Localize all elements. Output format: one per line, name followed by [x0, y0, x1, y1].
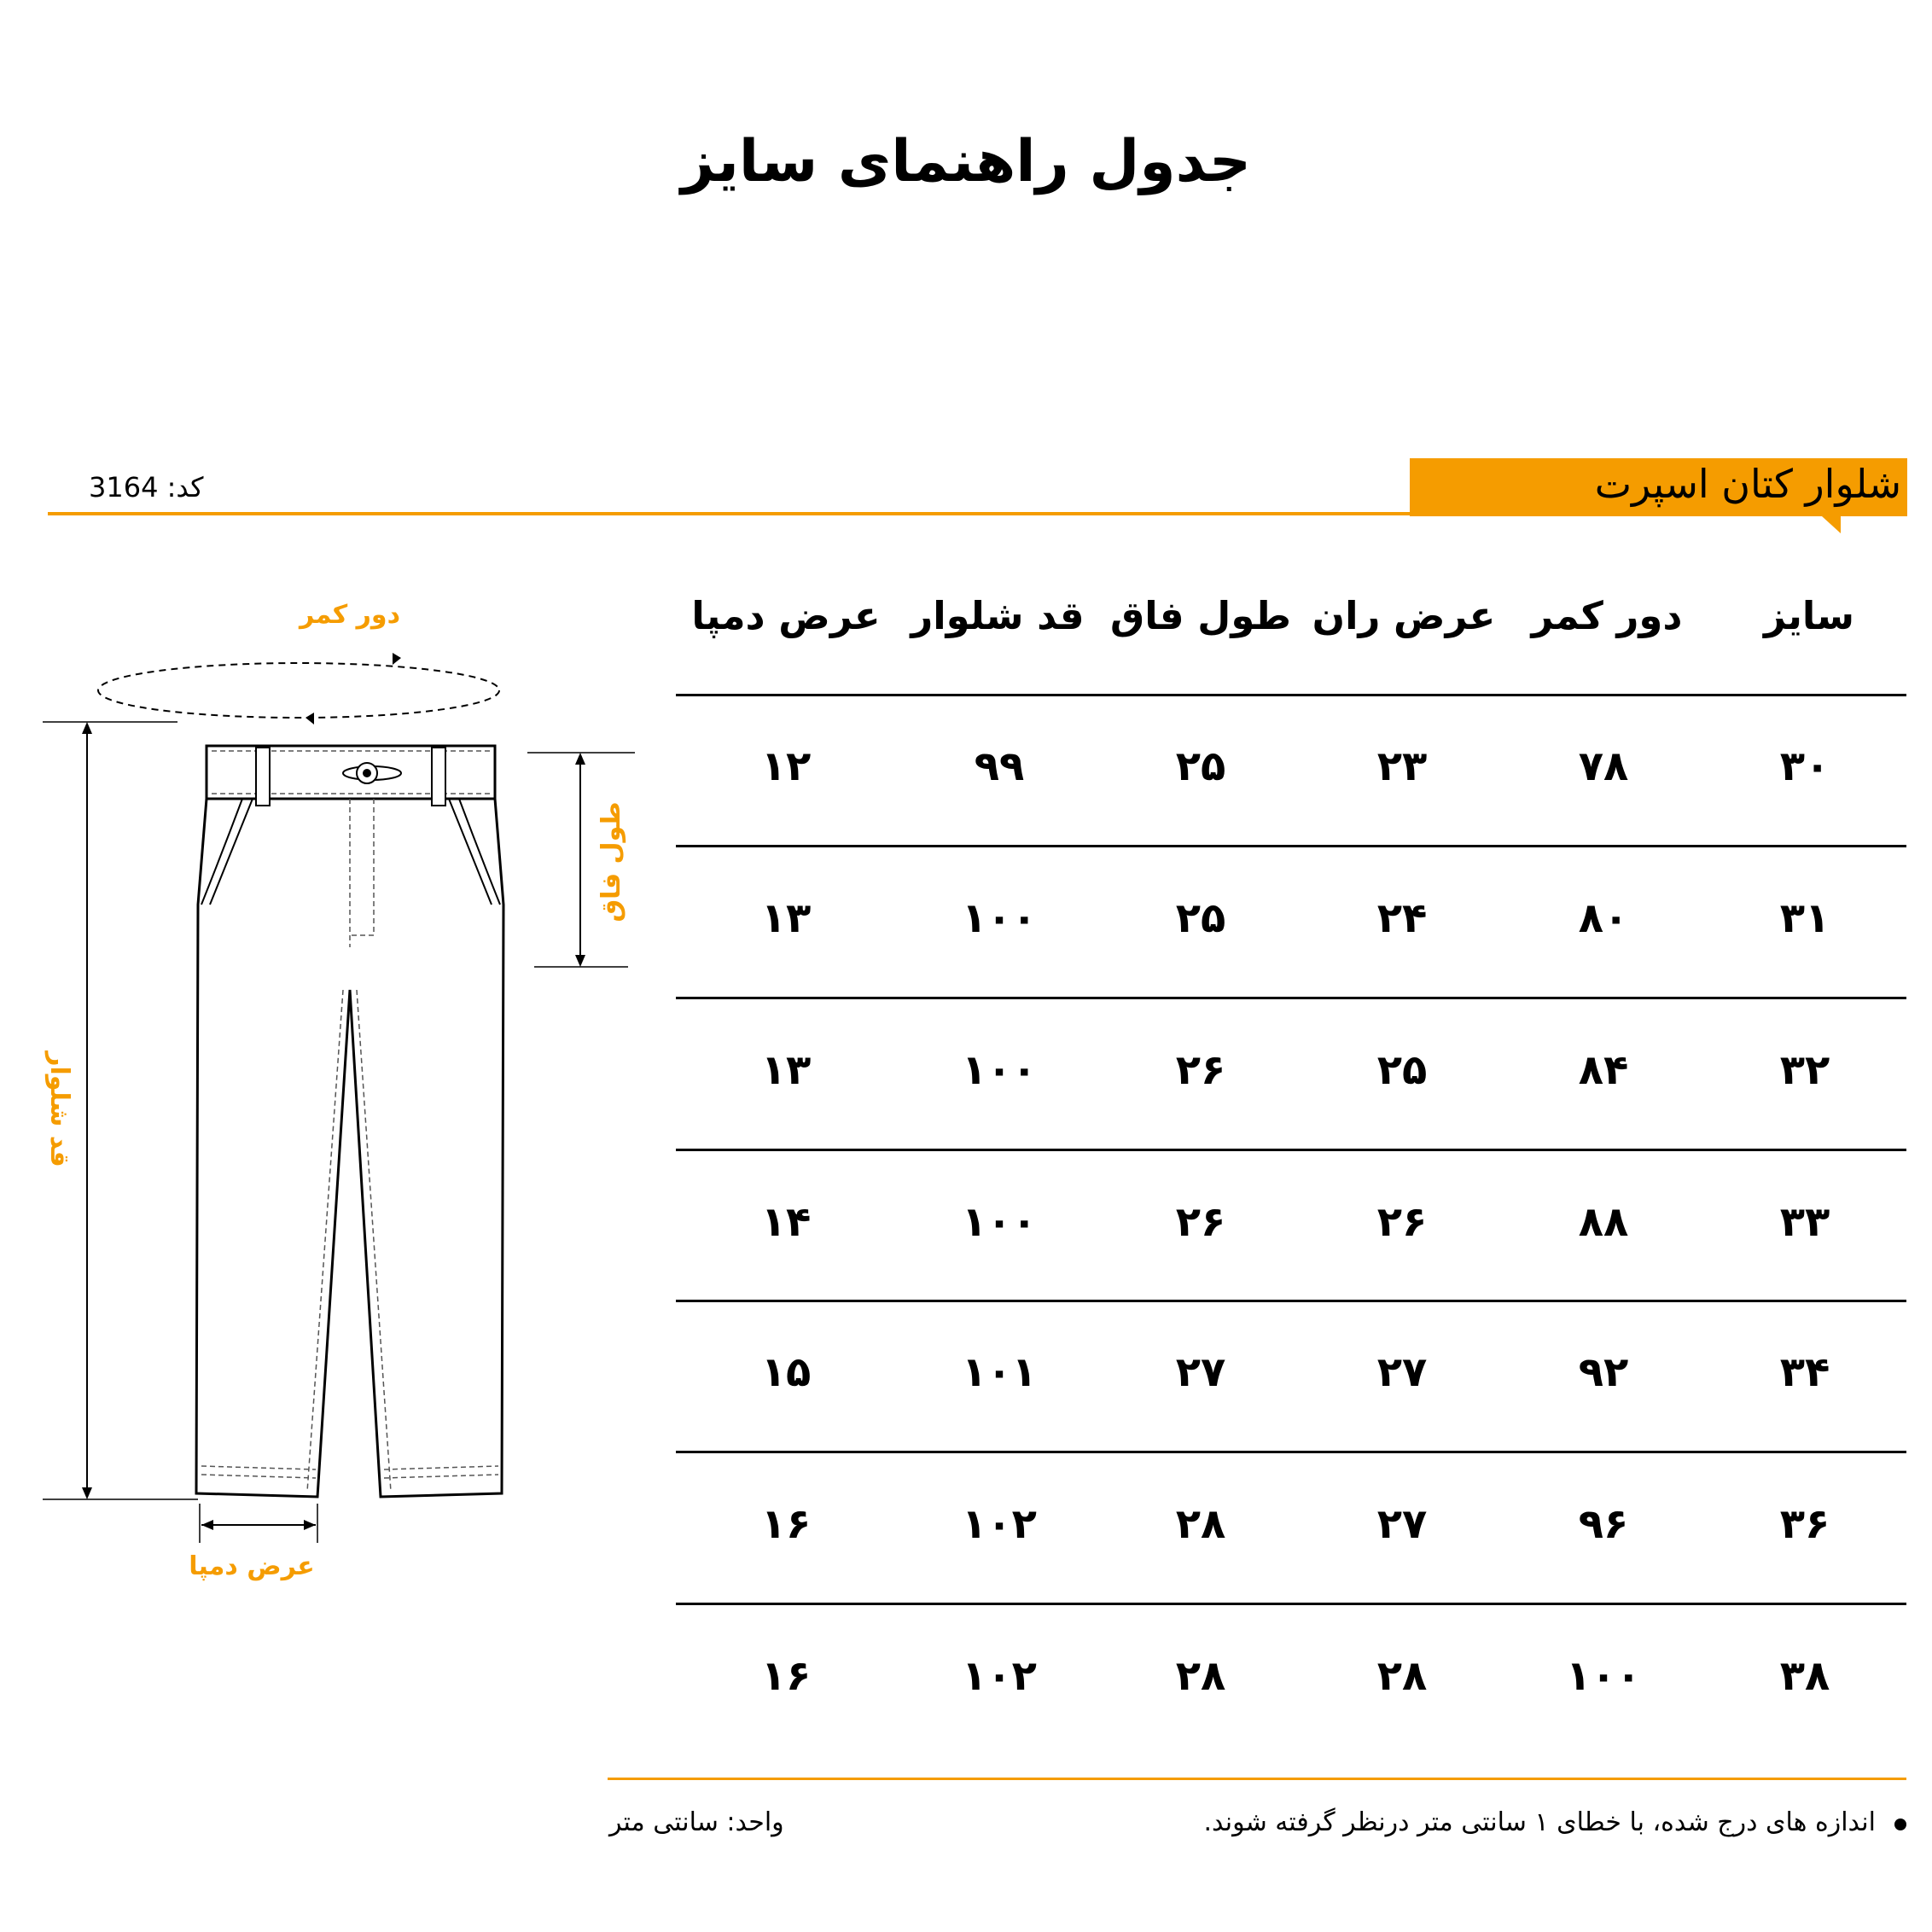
- pants-diagram: [0, 0, 666, 1621]
- cell-length: ۱۰۲: [962, 1652, 1037, 1700]
- row-divider: [676, 1149, 1906, 1151]
- arrow-down-icon: [82, 1487, 92, 1499]
- cell-waist: ۹۲: [1578, 1348, 1629, 1396]
- page-title: جدول راهنمای سایز: [681, 128, 1251, 195]
- cell-thigh: ۲۷: [1376, 1348, 1428, 1396]
- product-name: شلوار کتان اسپرت: [1594, 461, 1901, 507]
- cell-waist: ۸۸: [1578, 1198, 1629, 1246]
- header-size: سایز: [1763, 593, 1855, 638]
- cell-hem: ۱۴: [760, 1198, 812, 1246]
- cell-length: ۱۰۰: [962, 894, 1037, 942]
- cell-size: ۳۱: [1779, 894, 1830, 942]
- cell-thigh: ۲۵: [1376, 1046, 1428, 1094]
- product-code: کد: 3164: [89, 471, 204, 503]
- cell-length: ۹۹: [974, 742, 1025, 790]
- cell-rise: ۲۷: [1175, 1348, 1226, 1396]
- cell-hem: ۱۵: [760, 1348, 812, 1396]
- row-divider: [676, 845, 1906, 847]
- header-waist: دور کمر: [1531, 593, 1683, 638]
- cell-thigh: ۲۳: [1376, 742, 1428, 790]
- bullet-icon: [1894, 1819, 1906, 1830]
- cell-waist: ۹۶: [1578, 1500, 1629, 1548]
- row-divider: [676, 1603, 1906, 1605]
- waist-label: دور کمر: [300, 600, 400, 630]
- rise-label: طول فاق: [596, 801, 626, 922]
- unit-label: واحد: سانتی متر: [609, 1807, 784, 1837]
- cell-size: ۳۶: [1779, 1500, 1830, 1548]
- cell-rise: ۲۶: [1175, 1198, 1226, 1246]
- cell-hem: ۱۳: [760, 894, 812, 942]
- footer-note: اندازه های درج شده، با خطای ۱ سانتی متر درنظر گرفته شوند.: [1203, 1807, 1876, 1837]
- arrow-left-icon: [201, 1520, 213, 1530]
- arrow-up-icon: [82, 722, 92, 734]
- cell-hem: ۱۳: [760, 1046, 812, 1094]
- arrow-right-icon: [393, 653, 401, 665]
- cell-hem: ۱۶: [760, 1500, 812, 1548]
- arrow-down-icon: [575, 955, 585, 967]
- cell-hem: ۱۶: [760, 1652, 812, 1700]
- footer-divider: [608, 1778, 1906, 1780]
- cell-rise: ۲۶: [1175, 1046, 1226, 1094]
- cell-hem: ۱۲: [760, 742, 812, 790]
- arrow-right-icon: [304, 1520, 316, 1530]
- row-divider: [676, 1300, 1906, 1302]
- cell-size: ۳۸: [1779, 1652, 1830, 1700]
- waist-measure: [98, 653, 499, 724]
- row-divider: [676, 694, 1906, 696]
- cell-waist: ۷۸: [1578, 742, 1629, 790]
- cell-size: ۳۲: [1779, 1046, 1830, 1094]
- cell-thigh: ۲۷: [1376, 1500, 1428, 1548]
- hem-measure: [200, 1504, 317, 1543]
- cell-size: ۳۰: [1779, 742, 1830, 790]
- cell-rise: ۲۸: [1175, 1652, 1226, 1700]
- cell-rise: ۲۸: [1175, 1500, 1226, 1548]
- header-hem: عرض دمپا: [691, 593, 881, 638]
- arrow-left-icon: [306, 713, 314, 724]
- length-label: قد شلوار: [44, 1051, 74, 1167]
- cell-size: ۳۳: [1779, 1198, 1830, 1246]
- product-tab-tip: [1822, 516, 1841, 533]
- cell-thigh: ۲۸: [1376, 1652, 1428, 1700]
- header-thigh: عرض ران: [1312, 593, 1496, 638]
- header-length: قد شلوار: [911, 593, 1085, 638]
- cell-length: ۱۰۲: [962, 1500, 1037, 1548]
- cell-length: ۱۰۰: [962, 1046, 1037, 1094]
- hem-label: عرض دمپا: [189, 1551, 315, 1581]
- cell-rise: ۲۵: [1175, 742, 1226, 790]
- cell-thigh: ۲۴: [1376, 894, 1428, 942]
- header-rise: طول فاق: [1110, 593, 1291, 638]
- cell-length: ۱۰۰: [962, 1198, 1037, 1246]
- cell-size: ۳۴: [1779, 1348, 1830, 1396]
- row-divider: [676, 997, 1906, 999]
- cell-length: ۱۰۱: [962, 1348, 1037, 1396]
- cell-waist: ۱۰۰: [1566, 1652, 1641, 1700]
- cell-thigh: ۲۶: [1376, 1198, 1428, 1246]
- cell-rise: ۲۵: [1175, 894, 1226, 942]
- cell-waist: ۸۰: [1578, 894, 1629, 942]
- arrow-up-icon: [575, 753, 585, 765]
- row-divider: [676, 1451, 1906, 1453]
- cell-waist: ۸۴: [1578, 1046, 1629, 1094]
